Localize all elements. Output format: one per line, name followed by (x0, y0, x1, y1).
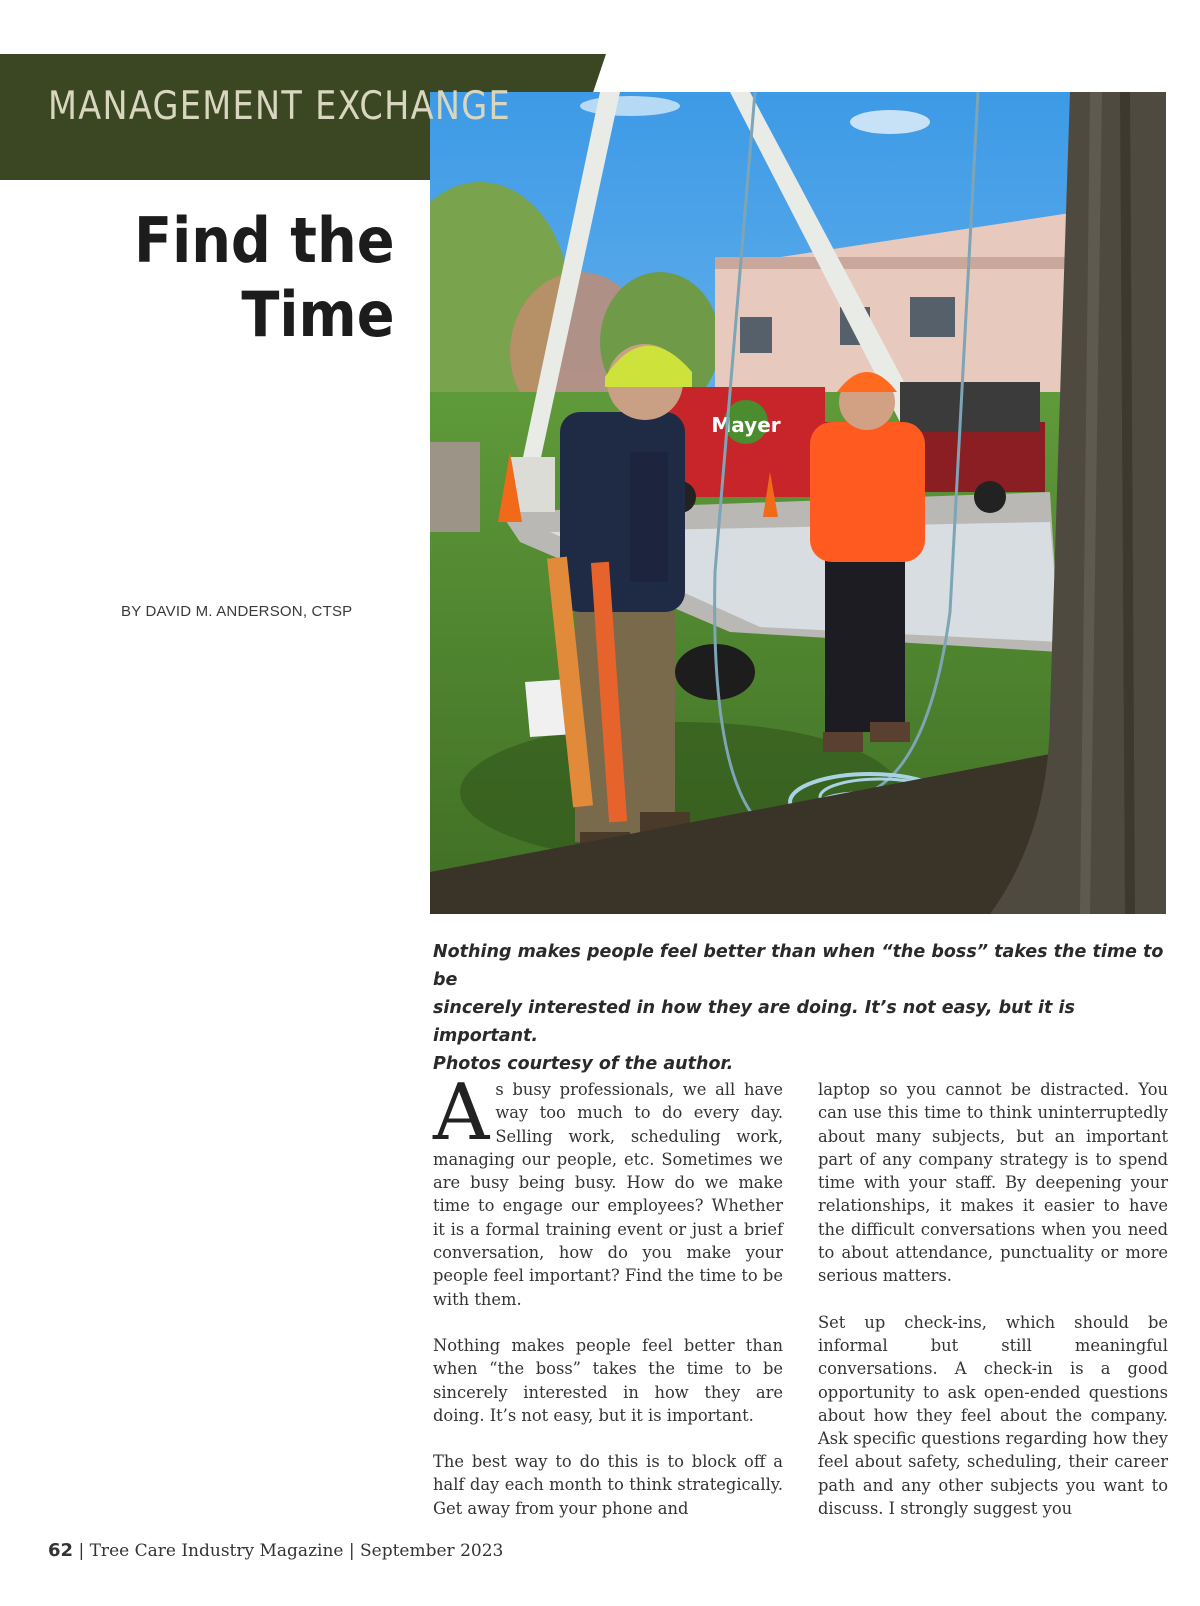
article-photo (430, 92, 1166, 914)
paragraph (433, 1068, 783, 1311)
publication-info: | Tree Care Industry Magazine | September 2023 (73, 1541, 504, 1561)
article-title (134, 204, 395, 352)
page-footer (48, 1540, 503, 1561)
author-byline: BY DAVID M. ANDERSON, CTSP (121, 603, 353, 620)
truck-logo-text: Mayer (711, 413, 781, 437)
body-column-2 (818, 1078, 1168, 1543)
title-line-2: Time (241, 278, 395, 351)
section-label: MANAGEMENT EXCHANGE (48, 84, 511, 129)
paragraph-text: s busy professionals, we all have way too much to do every day. Selling work, scheduling work, managing our people, etc. Sometimes we are busy being busy. How do we make time to engage our employees? Whether it is a formal training event or just a brief conversation, how do you make your people feel important? Find the time to be with them. (433, 1080, 783, 1309)
body-column-1 (433, 1068, 783, 1543)
title-line-1: Find the (134, 204, 395, 277)
drop-cap: A (433, 1068, 490, 1158)
paragraph: laptop so you cannot be distracted. You can use this time to think uninterruptedly about many subjects, but an important part of any company strategy is to spend time with your staff. By deepening your relationships, it makes it easier to have the difficult conversations when you need to about attendance, punctuality or more serious matters. (818, 1080, 1168, 1286)
photo-caption (433, 938, 1173, 1078)
paragraph: Nothing makes people feel better than when “the boss” takes the time to be sincerely interested in how they are doing. It’s not easy, but it is important. (433, 1335, 783, 1425)
caption-line-3: Photos courtesy of the author. (433, 1054, 734, 1074)
caption-line-2: sincerely interested in how they are doing. It’s not easy, but it is important. (433, 998, 1075, 1046)
caption-line-1: Nothing makes people feel better than when “the boss” takes the time to be (433, 942, 1164, 990)
paragraph: Set up check-ins, which should be informal but still meaningful conversations. A check-in is a good opportunity to ask open-ended questions about how they feel about the company. Ask specific questions regarding how they feel about safety, scheduling, their career path and any other subjects you want to discuss. I strongly suggest you (818, 1312, 1168, 1519)
page-number: 62 (48, 1540, 74, 1561)
paragraph: The best way to do this is to block off a half day each month to think strategically. Get away from your phone and (433, 1452, 783, 1518)
